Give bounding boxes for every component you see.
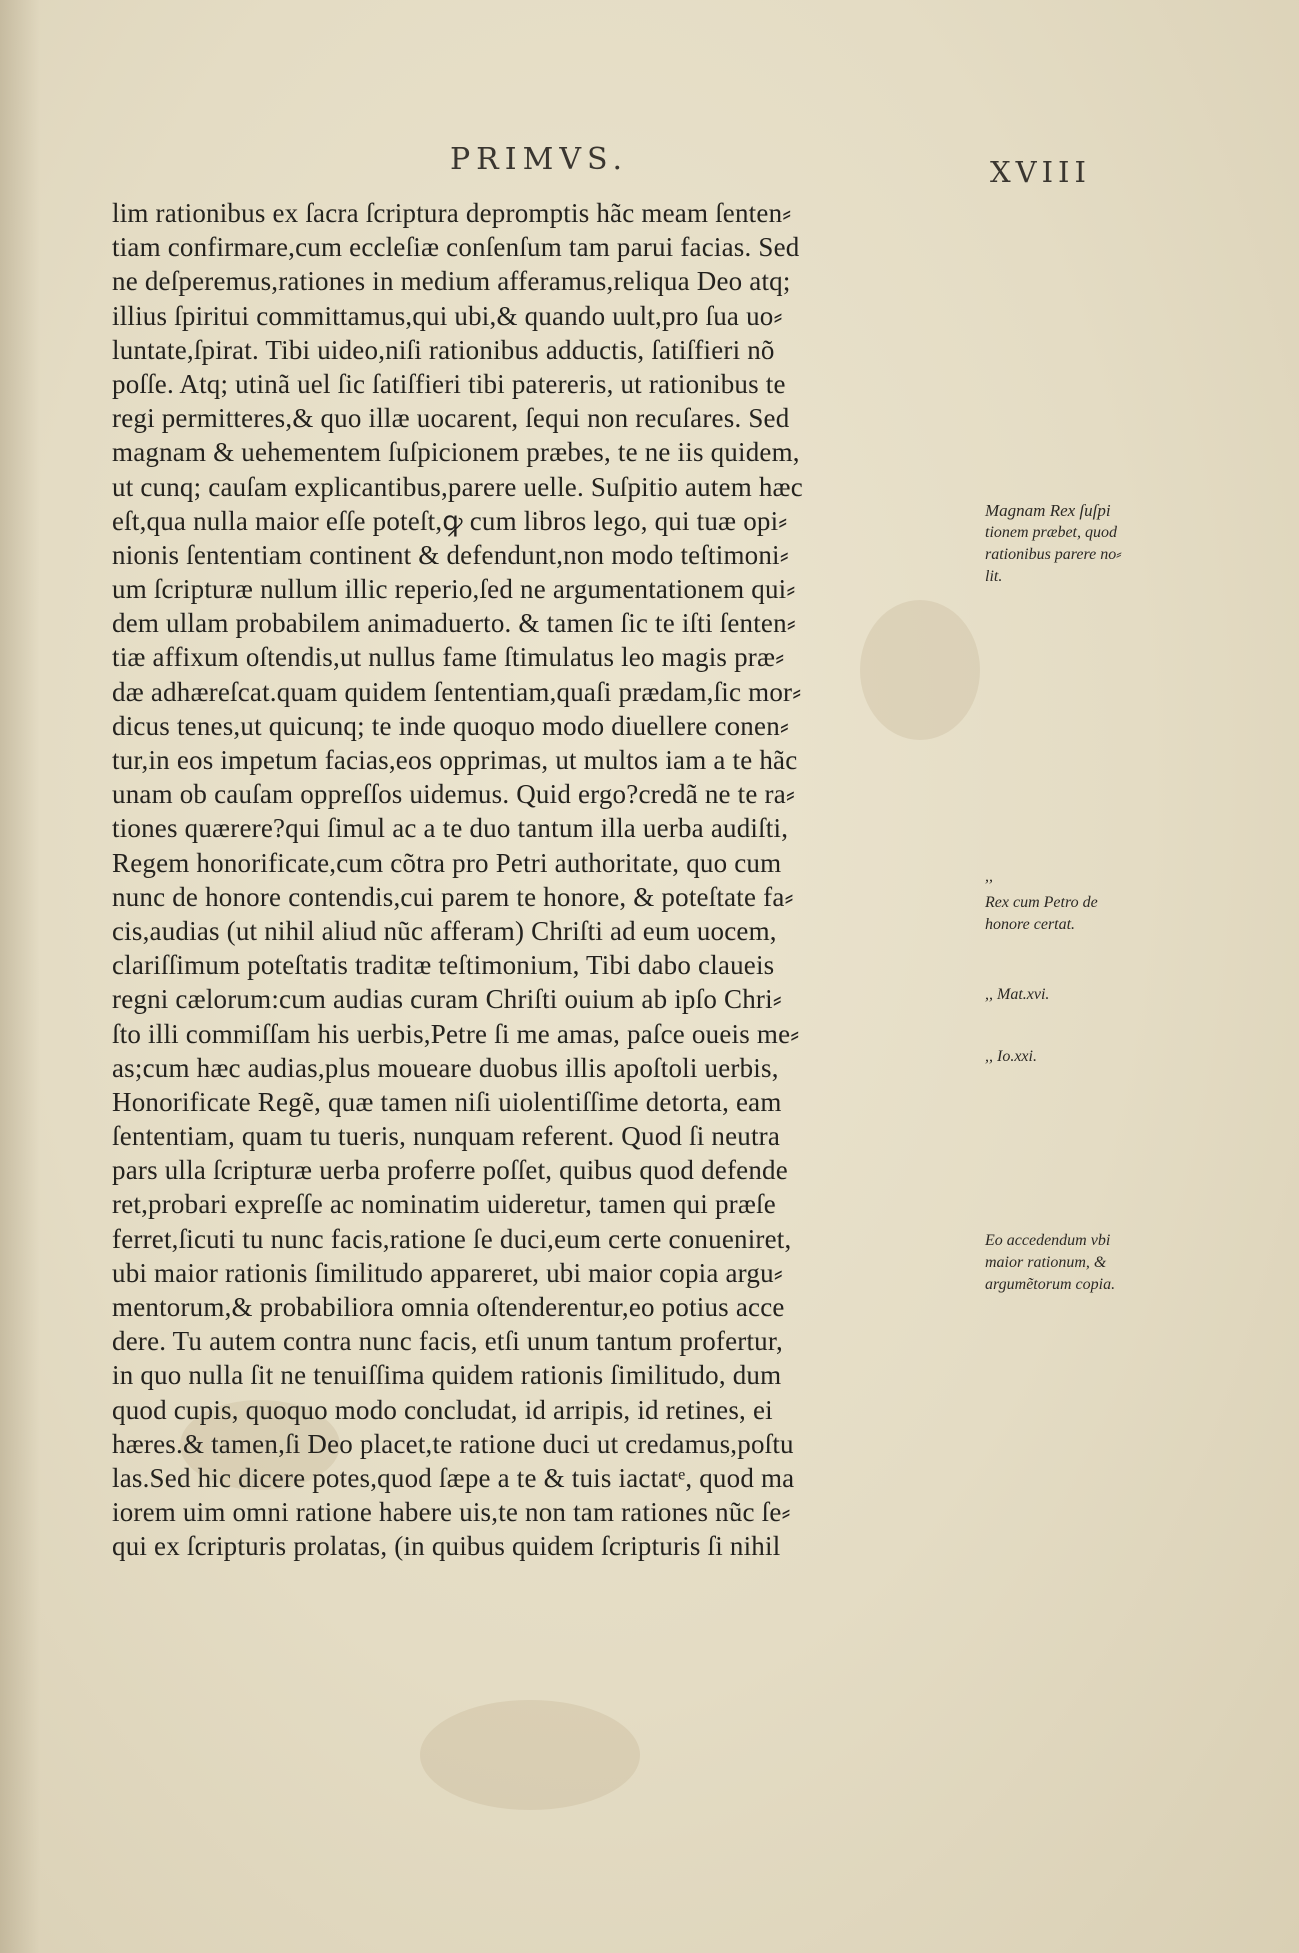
text-line: dæ adhæreſcat.quam quidem ſententiam,quaſi prædam,ſic mor⸗ xyxy=(112,676,802,707)
text-line: pars ulla ſcripturæ uerba proferre poſſet, quibus quod defende xyxy=(112,1155,788,1186)
text-line: lim rationibus ex ſacra ſcriptura depromptis hãc meam ſenten⸗ xyxy=(112,198,792,228)
text-line: regni cælorum:cum audias curam Chriſti ouium ab ipſo Chri⸗ xyxy=(112,984,782,1015)
marginal-note-suspicion xyxy=(985,500,1175,588)
text-line: dicus tenes,ut quicunq; te inde quoquo modo diuellere conen⸗ xyxy=(112,710,790,741)
text-line: tiam confirmare,cum eccleſiæ conſenſum tam parui facias. Sed xyxy=(112,232,800,263)
text-line: in quo nulla ſit ne tenuiſſima quidem rationis ſimilitudo, dum xyxy=(112,1360,782,1391)
text-line: ſententiam, quam tu tueris, nunquam referent. Quod ſi neutra xyxy=(112,1121,781,1152)
text-line: eſt,qua nulla maior eſſe poteſt,ꝙ cum libros lego, qui tuæ opi⸗ xyxy=(112,505,788,536)
text-line: qui ex ſcripturis prolatas, (in quibus quidem ſcripturis ſi nihil xyxy=(112,1531,781,1562)
page-edge-shadow xyxy=(0,0,40,1953)
text-line: hæres.& tamen,ſi Deo placet,te ratione duci ut credamus,poſtu xyxy=(112,1428,794,1459)
marginal-note-reason xyxy=(985,1230,1175,1296)
text-line: tur,in eos impetum facias,eos opprimas, ut multos iam a te hãc xyxy=(112,745,798,775)
text-line: tiæ affixum oſtendis,ut nullus fame ſtimulatus leo magis præ⸗ xyxy=(112,642,785,673)
text-line: ut cunq; cauſam explicantibus,parere uelle. Suſpitio autem hæc xyxy=(112,471,803,502)
marginal-line: lit. xyxy=(985,568,1003,585)
text-line: dem ullam probabilem animaduerto. & tamen ſic te iſti ſenten⸗ xyxy=(112,608,796,639)
marginal-quote-mark: ,, xyxy=(985,868,993,885)
text-line: unam ob cauſam oppreſſos uidemus. Quid ergo?credã ne te ra⸗ xyxy=(112,779,796,810)
marginal-note-peter xyxy=(985,892,1175,936)
text-line: poſſe. Atq; utinã uel ſic ſatiſfieri tibi patereris, ut rationibus te xyxy=(112,368,786,399)
paper-stain xyxy=(420,1700,640,1810)
text-line: luntate,ſpirat. Tibi uideo,niſi rationibus adductis, ſatiſfieri nõ xyxy=(112,334,775,365)
marginal-ref-john: ,, Io.xxi. xyxy=(985,1048,1037,1065)
marginal-line: argumẽtorum copia. xyxy=(985,1276,1116,1293)
text-line: illius ſpiritui committamus,qui ubi,& quando uult,pro ſua uo⸗ xyxy=(112,300,783,331)
text-line: um ſcripturæ nullum illic reperio,ſed ne argumentationem qui⸗ xyxy=(112,574,796,605)
text-line: quod cupis, quoquo modo concludat, id arripis, id retines, ei xyxy=(112,1394,773,1425)
folio-number: XVIII xyxy=(990,155,1091,189)
text-line: mentorum,& probabiliora omnia oſtenderentur,eo potius acce xyxy=(112,1292,785,1322)
text-line: tiones quærere?qui ſimul ac a te duo tantum illa uerba audiſti, xyxy=(112,813,789,844)
text-line: magnam & uehementem ſuſpicionem præbes, te ne iis quidem, xyxy=(112,437,800,468)
running-head: PRIMVS. xyxy=(450,142,629,177)
marginal-line: Eo accedendum vbi xyxy=(985,1232,1111,1249)
text-line: ubi maior rationis ſimilitudo appareret, ubi maior copia argu⸗ xyxy=(112,1257,783,1288)
text-line: ſto illi commiſſam his uerbis,Petre ſi me amas, paſce oueis me⸗ xyxy=(112,1018,800,1049)
text-line: ferret,ſicuti tu nunc facis,ratione ſe duci,eum certe conueniret, xyxy=(112,1223,792,1254)
text-line: iorem uim omni ratione habere uis,te non tam rationes nũc ſe⸗ xyxy=(112,1497,791,1528)
marginal-line: tionem præbet, quod xyxy=(985,524,1117,541)
marginal-ref-matthew: ,, Mat.xvi. xyxy=(985,986,1050,1003)
text-line: Honorificate Regẽ, quæ tamen niſi uiolentiſſime detorta, eam xyxy=(112,1086,782,1117)
text-line: ret,probari expreſſe ac nominatim uideretur, tamen qui præſe xyxy=(112,1189,776,1220)
marginal-line: maior rationum, & xyxy=(985,1254,1107,1271)
marginal-line: rationibus parere no⸗ xyxy=(985,546,1122,563)
marginal-line: Magnam Rex ſuſpi xyxy=(985,501,1111,520)
text-line: nionis ſententiam continent & defendunt,non modo teſtimoni⸗ xyxy=(112,539,789,570)
text-line: cis,audias (ut nihil aliud nũc afferam) Chriſti ad eum uocem, xyxy=(112,915,777,946)
text-line: nunc de honore contendis,cui parem te honore, & poteſtate fa⸗ xyxy=(112,881,794,912)
text-line: regi permitteres,& quo illæ uocarent, ſequi non recuſares. Sed xyxy=(112,403,790,434)
marginal-line: honore certat. xyxy=(985,916,1076,933)
text-line: las.Sed hic dicere potes,quod ſæpe a te & tuis iactatᵉ, quod ma xyxy=(112,1462,795,1493)
text-line: clariſſimum poteſtatis traditæ teſtimonium, Tibi dabo claueis xyxy=(112,950,775,981)
text-line: ne deſperemus,rationes in medium afferamus,reliqua Deo atq; xyxy=(112,266,791,297)
text-line: dere. Tu autem contra nunc facis, etſi unum tantum profertur, xyxy=(112,1326,783,1357)
text-line: as;cum hæc audias,plus moueare duobus illis apoſtoli uerbis, xyxy=(112,1052,779,1083)
marginal-line: Rex cum Petro de xyxy=(985,894,1098,911)
text-line: Regem honorificate,cum cõtra pro Petri authoritate, quo cum xyxy=(112,847,782,878)
main-text-block xyxy=(112,196,957,1564)
